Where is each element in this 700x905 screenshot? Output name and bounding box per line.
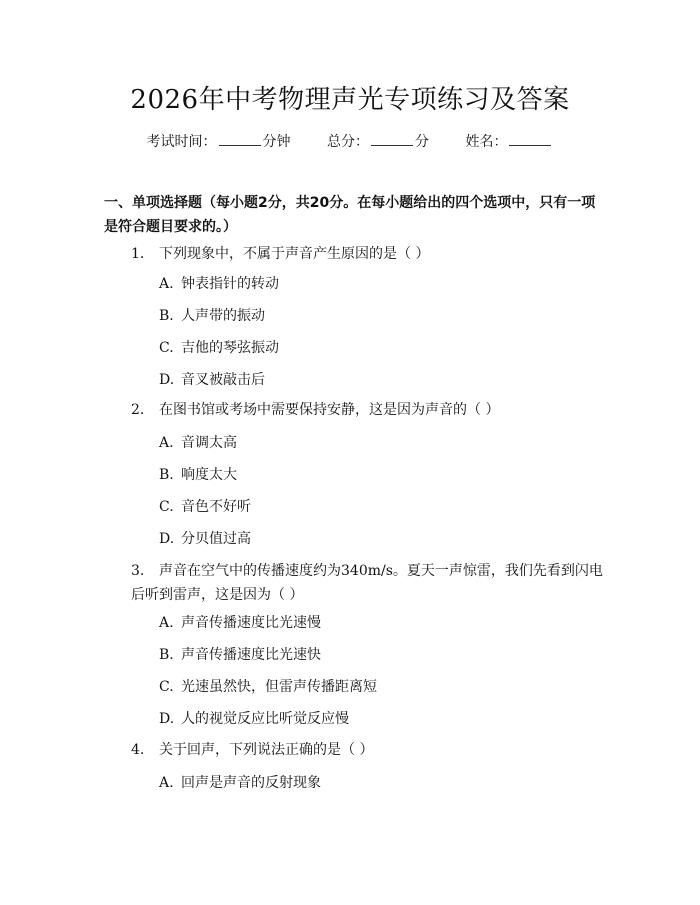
option-text: 吉他的琴弦振动 xyxy=(181,340,279,356)
question-1 xyxy=(131,242,611,266)
section-heading: 一、单项选择题（每小题2分，共20分。在每小题给出的四个选项中，只有一项是符合题目要求的。） xyxy=(104,195,596,235)
option-1a xyxy=(159,274,279,294)
exam-time-label: 考试时间： xyxy=(146,134,217,150)
option-3d xyxy=(159,709,349,729)
option-letter: B. xyxy=(159,308,174,324)
option-text: 人的视觉反应比听觉反应慢 xyxy=(181,711,349,727)
option-text: 光速虽然快，但雷声传播距离短 xyxy=(181,679,377,695)
question-3 xyxy=(131,559,606,607)
question-2 xyxy=(131,398,611,422)
option-2b xyxy=(159,465,237,485)
option-text: 音色不好听 xyxy=(181,499,251,515)
name-blank xyxy=(509,131,551,146)
question-number: 3. xyxy=(131,563,145,579)
option-letter: B. xyxy=(159,647,174,663)
total-score-unit: 分 xyxy=(415,134,429,150)
option-letter: A. xyxy=(159,775,174,791)
total-score-field xyxy=(327,131,429,152)
question-text: 下列现象中，不属于声音产生原因的是（ ） xyxy=(159,246,430,262)
option-text: 钟表指针的转动 xyxy=(181,276,279,292)
option-letter: D. xyxy=(159,711,175,727)
option-letter: A. xyxy=(159,435,174,451)
option-letter: A. xyxy=(159,276,174,292)
option-letter: D. xyxy=(159,531,175,547)
option-2d xyxy=(159,529,251,549)
exam-meta xyxy=(0,131,700,152)
question-number: 4. xyxy=(131,742,145,758)
option-text: 人声带的振动 xyxy=(181,308,265,324)
question-text: 在图书馆或考场中需要保持安静，这是因为声音的（ ） xyxy=(159,402,500,418)
exam-time-blank xyxy=(219,131,261,146)
name-field xyxy=(465,131,553,152)
option-2c xyxy=(159,497,251,517)
option-3c xyxy=(159,677,377,697)
option-letter: D. xyxy=(159,372,175,388)
total-score-label: 总分： xyxy=(327,134,369,150)
option-text: 响度太大 xyxy=(181,467,237,483)
option-1b xyxy=(159,306,265,326)
exam-time-field xyxy=(147,131,291,152)
option-4a xyxy=(159,773,321,793)
option-text: 声音传播速度比光速快 xyxy=(181,647,321,663)
option-2a xyxy=(159,433,237,453)
option-text: 音调太高 xyxy=(181,435,237,451)
option-1d xyxy=(159,370,265,390)
exam-time-unit: 分钟 xyxy=(262,134,291,150)
question-number: 1. xyxy=(131,246,145,262)
option-text: 声音传播速度比光速慢 xyxy=(181,615,321,631)
option-letter: C. xyxy=(159,679,174,695)
option-letter: C. xyxy=(159,499,174,515)
option-letter: C. xyxy=(159,340,174,356)
option-letter: A. xyxy=(159,615,174,631)
option-text: 分贝值过高 xyxy=(181,531,251,547)
question-text: 声音在空气中的传播速度约为340m/s。夏天一声惊雷，我们先看到闪电后听到雷声，这是因为（ ） xyxy=(131,563,603,603)
option-text: 音叉被敲击后 xyxy=(181,372,265,388)
page-title: 2026年中考物理声光专项练习及答案 xyxy=(130,85,570,115)
option-3a xyxy=(159,613,321,633)
option-1c xyxy=(159,338,279,358)
question-4 xyxy=(131,738,611,762)
option-3b xyxy=(159,645,321,665)
question-text: 关于回声，下列说法正确的是（ ） xyxy=(159,742,374,758)
option-letter: B. xyxy=(159,467,174,483)
total-score-blank xyxy=(371,131,413,146)
question-number: 2. xyxy=(131,402,145,418)
name-label: 姓名： xyxy=(465,134,508,150)
option-text: 回声是声音的反射现象 xyxy=(181,775,321,791)
